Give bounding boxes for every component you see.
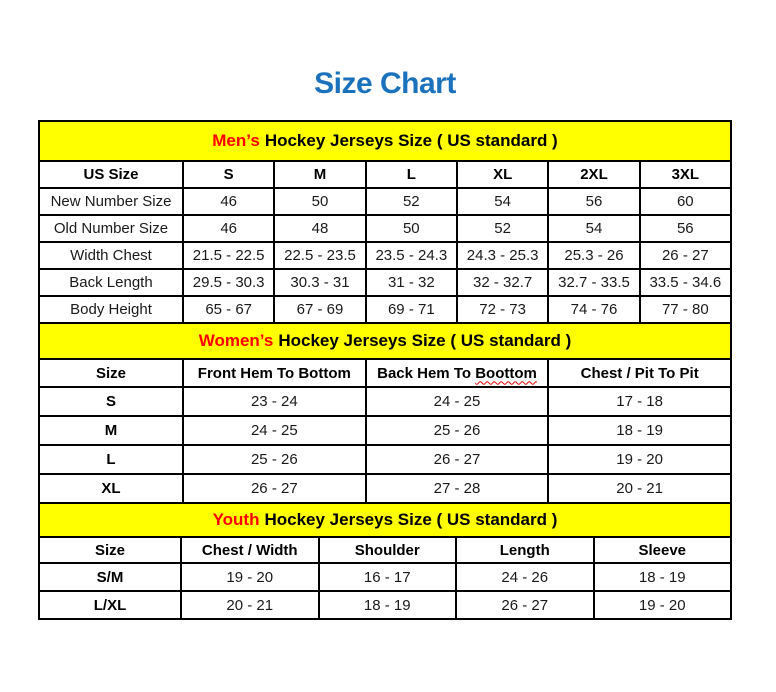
size-value-cell: 20 - 21 — [181, 591, 319, 619]
column-header: XL — [457, 161, 548, 188]
table-row — [39, 563, 731, 591]
column-header-row — [39, 537, 731, 563]
page-title: Size Chart — [314, 67, 456, 100]
size-value-cell: 26 - 27 — [183, 474, 366, 503]
size-value-cell: 56 — [640, 215, 731, 242]
size-value-cell: 32 - 32.7 — [457, 269, 548, 296]
size-value-cell: 23 - 24 — [183, 387, 366, 416]
size-value-cell: 50 — [366, 215, 457, 242]
size-value-cell: 56 — [548, 188, 639, 215]
youth-heading-highlight: Youth — [212, 510, 260, 529]
size-value-cell: 52 — [366, 188, 457, 215]
column-header: 3XL — [640, 161, 731, 188]
row-label: Old Number Size — [39, 215, 183, 242]
size-value-cell: 33.5 - 34.6 — [640, 269, 731, 296]
size-value-cell: 16 - 17 — [319, 563, 457, 591]
size-value-cell: 46 — [183, 188, 274, 215]
table-row — [39, 269, 731, 296]
table-row — [39, 188, 731, 215]
size-value-cell: 69 - 71 — [366, 296, 457, 323]
size-value-cell: 26 - 27 — [640, 242, 731, 269]
row-label: New Number Size — [39, 188, 183, 215]
size-value-cell: 26 - 27 — [456, 591, 594, 619]
size-value-cell: 30.3 - 31 — [274, 269, 365, 296]
size-value-cell: 31 - 32 — [366, 269, 457, 296]
size-value-cell: 24 - 25 — [183, 416, 366, 445]
womens-section-heading — [38, 322, 732, 360]
row-label: Body Height — [39, 296, 183, 323]
size-value-cell: 54 — [457, 188, 548, 215]
row-label: Width Chest — [39, 242, 183, 269]
table-row — [39, 416, 731, 445]
size-value-cell: 24 - 26 — [456, 563, 594, 591]
column-header: Chest / Pit To Pit — [548, 359, 731, 387]
size-value-cell: 19 - 20 — [594, 591, 732, 619]
misspelled-word: Boottom — [475, 364, 537, 382]
table-row — [39, 242, 731, 269]
size-value-cell: 50 — [274, 188, 365, 215]
womens-heading-highlight: Women’s — [198, 331, 274, 350]
table-row — [39, 296, 731, 323]
section-mens — [38, 120, 732, 324]
column-header: Back Hem To Boottom — [366, 359, 549, 387]
column-header: Front Hem To Bottom — [183, 359, 366, 387]
row-label: S/M — [39, 563, 181, 591]
row-label: XL — [39, 474, 183, 503]
section-womens — [38, 322, 732, 504]
column-header: Size — [39, 359, 183, 387]
size-value-cell: 52 — [457, 215, 548, 242]
size-value-cell: 17 - 18 — [548, 387, 731, 416]
size-value-cell: 25 - 26 — [183, 445, 366, 474]
section-youth — [38, 502, 732, 620]
size-value-cell: 26 - 27 — [366, 445, 549, 474]
row-label: S — [39, 387, 183, 416]
size-value-cell: 25 - 26 — [366, 416, 549, 445]
mens-heading-text: Hockey Jerseys Size ( US standard ) — [264, 131, 558, 150]
size-value-cell: 20 - 21 — [548, 474, 731, 503]
size-value-cell: 60 — [640, 188, 731, 215]
column-header: L — [366, 161, 457, 188]
size-value-cell: 74 - 76 — [548, 296, 639, 323]
size-value-cell: 18 - 19 — [594, 563, 732, 591]
size-value-cell: 19 - 20 — [181, 563, 319, 591]
size-value-cell: 65 - 67 — [183, 296, 274, 323]
column-header: Size — [39, 537, 181, 563]
table-row — [39, 445, 731, 474]
column-header: Sleeve — [594, 537, 732, 563]
size-value-cell: 18 - 19 — [319, 591, 457, 619]
table-row — [39, 591, 731, 619]
youth-section-heading — [38, 502, 732, 538]
table-row — [39, 387, 731, 416]
womens-heading-text: Hockey Jerseys Size ( US standard ) — [278, 331, 572, 350]
mens-size-table — [38, 160, 732, 324]
size-value-cell: 67 - 69 — [274, 296, 365, 323]
table-row — [39, 215, 731, 242]
size-value-cell: 24 - 25 — [366, 387, 549, 416]
youth-heading-text: Hockey Jerseys Size ( US standard ) — [264, 510, 558, 529]
youth-size-table — [38, 536, 732, 620]
row-label: L — [39, 445, 183, 474]
size-chart — [38, 120, 732, 620]
size-value-cell: 54 — [548, 215, 639, 242]
row-label: L/XL — [39, 591, 181, 619]
column-header: Length — [456, 537, 594, 563]
size-value-cell: 24.3 - 25.3 — [457, 242, 548, 269]
column-header: S — [183, 161, 274, 188]
column-header: M — [274, 161, 365, 188]
column-header: Shoulder — [319, 537, 457, 563]
size-value-cell: 46 — [183, 215, 274, 242]
size-value-cell: 21.5 - 22.5 — [183, 242, 274, 269]
size-value-cell: 77 - 80 — [640, 296, 731, 323]
size-value-cell: 29.5 - 30.3 — [183, 269, 274, 296]
size-value-cell: 23.5 - 24.3 — [366, 242, 457, 269]
size-value-cell: 19 - 20 — [548, 445, 731, 474]
size-value-cell: 27 - 28 — [366, 474, 549, 503]
row-label: Back Length — [39, 269, 183, 296]
column-header-row — [39, 161, 731, 188]
column-header-row — [39, 359, 731, 387]
size-value-cell: 72 - 73 — [457, 296, 548, 323]
womens-size-table — [38, 358, 732, 504]
size-value-cell: 22.5 - 23.5 — [274, 242, 365, 269]
size-value-cell: 25.3 - 26 — [548, 242, 639, 269]
column-header: US Size — [39, 161, 183, 188]
size-value-cell: 48 — [274, 215, 365, 242]
mens-section-heading — [38, 120, 732, 162]
size-value-cell: 32.7 - 33.5 — [548, 269, 639, 296]
column-header: Chest / Width — [181, 537, 319, 563]
mens-heading-highlight: Men’s — [212, 131, 260, 150]
table-row — [39, 474, 731, 503]
row-label: M — [39, 416, 183, 445]
size-value-cell: 18 - 19 — [548, 416, 731, 445]
column-header: 2XL — [548, 161, 639, 188]
size-chart-page — [0, 69, 776, 692]
